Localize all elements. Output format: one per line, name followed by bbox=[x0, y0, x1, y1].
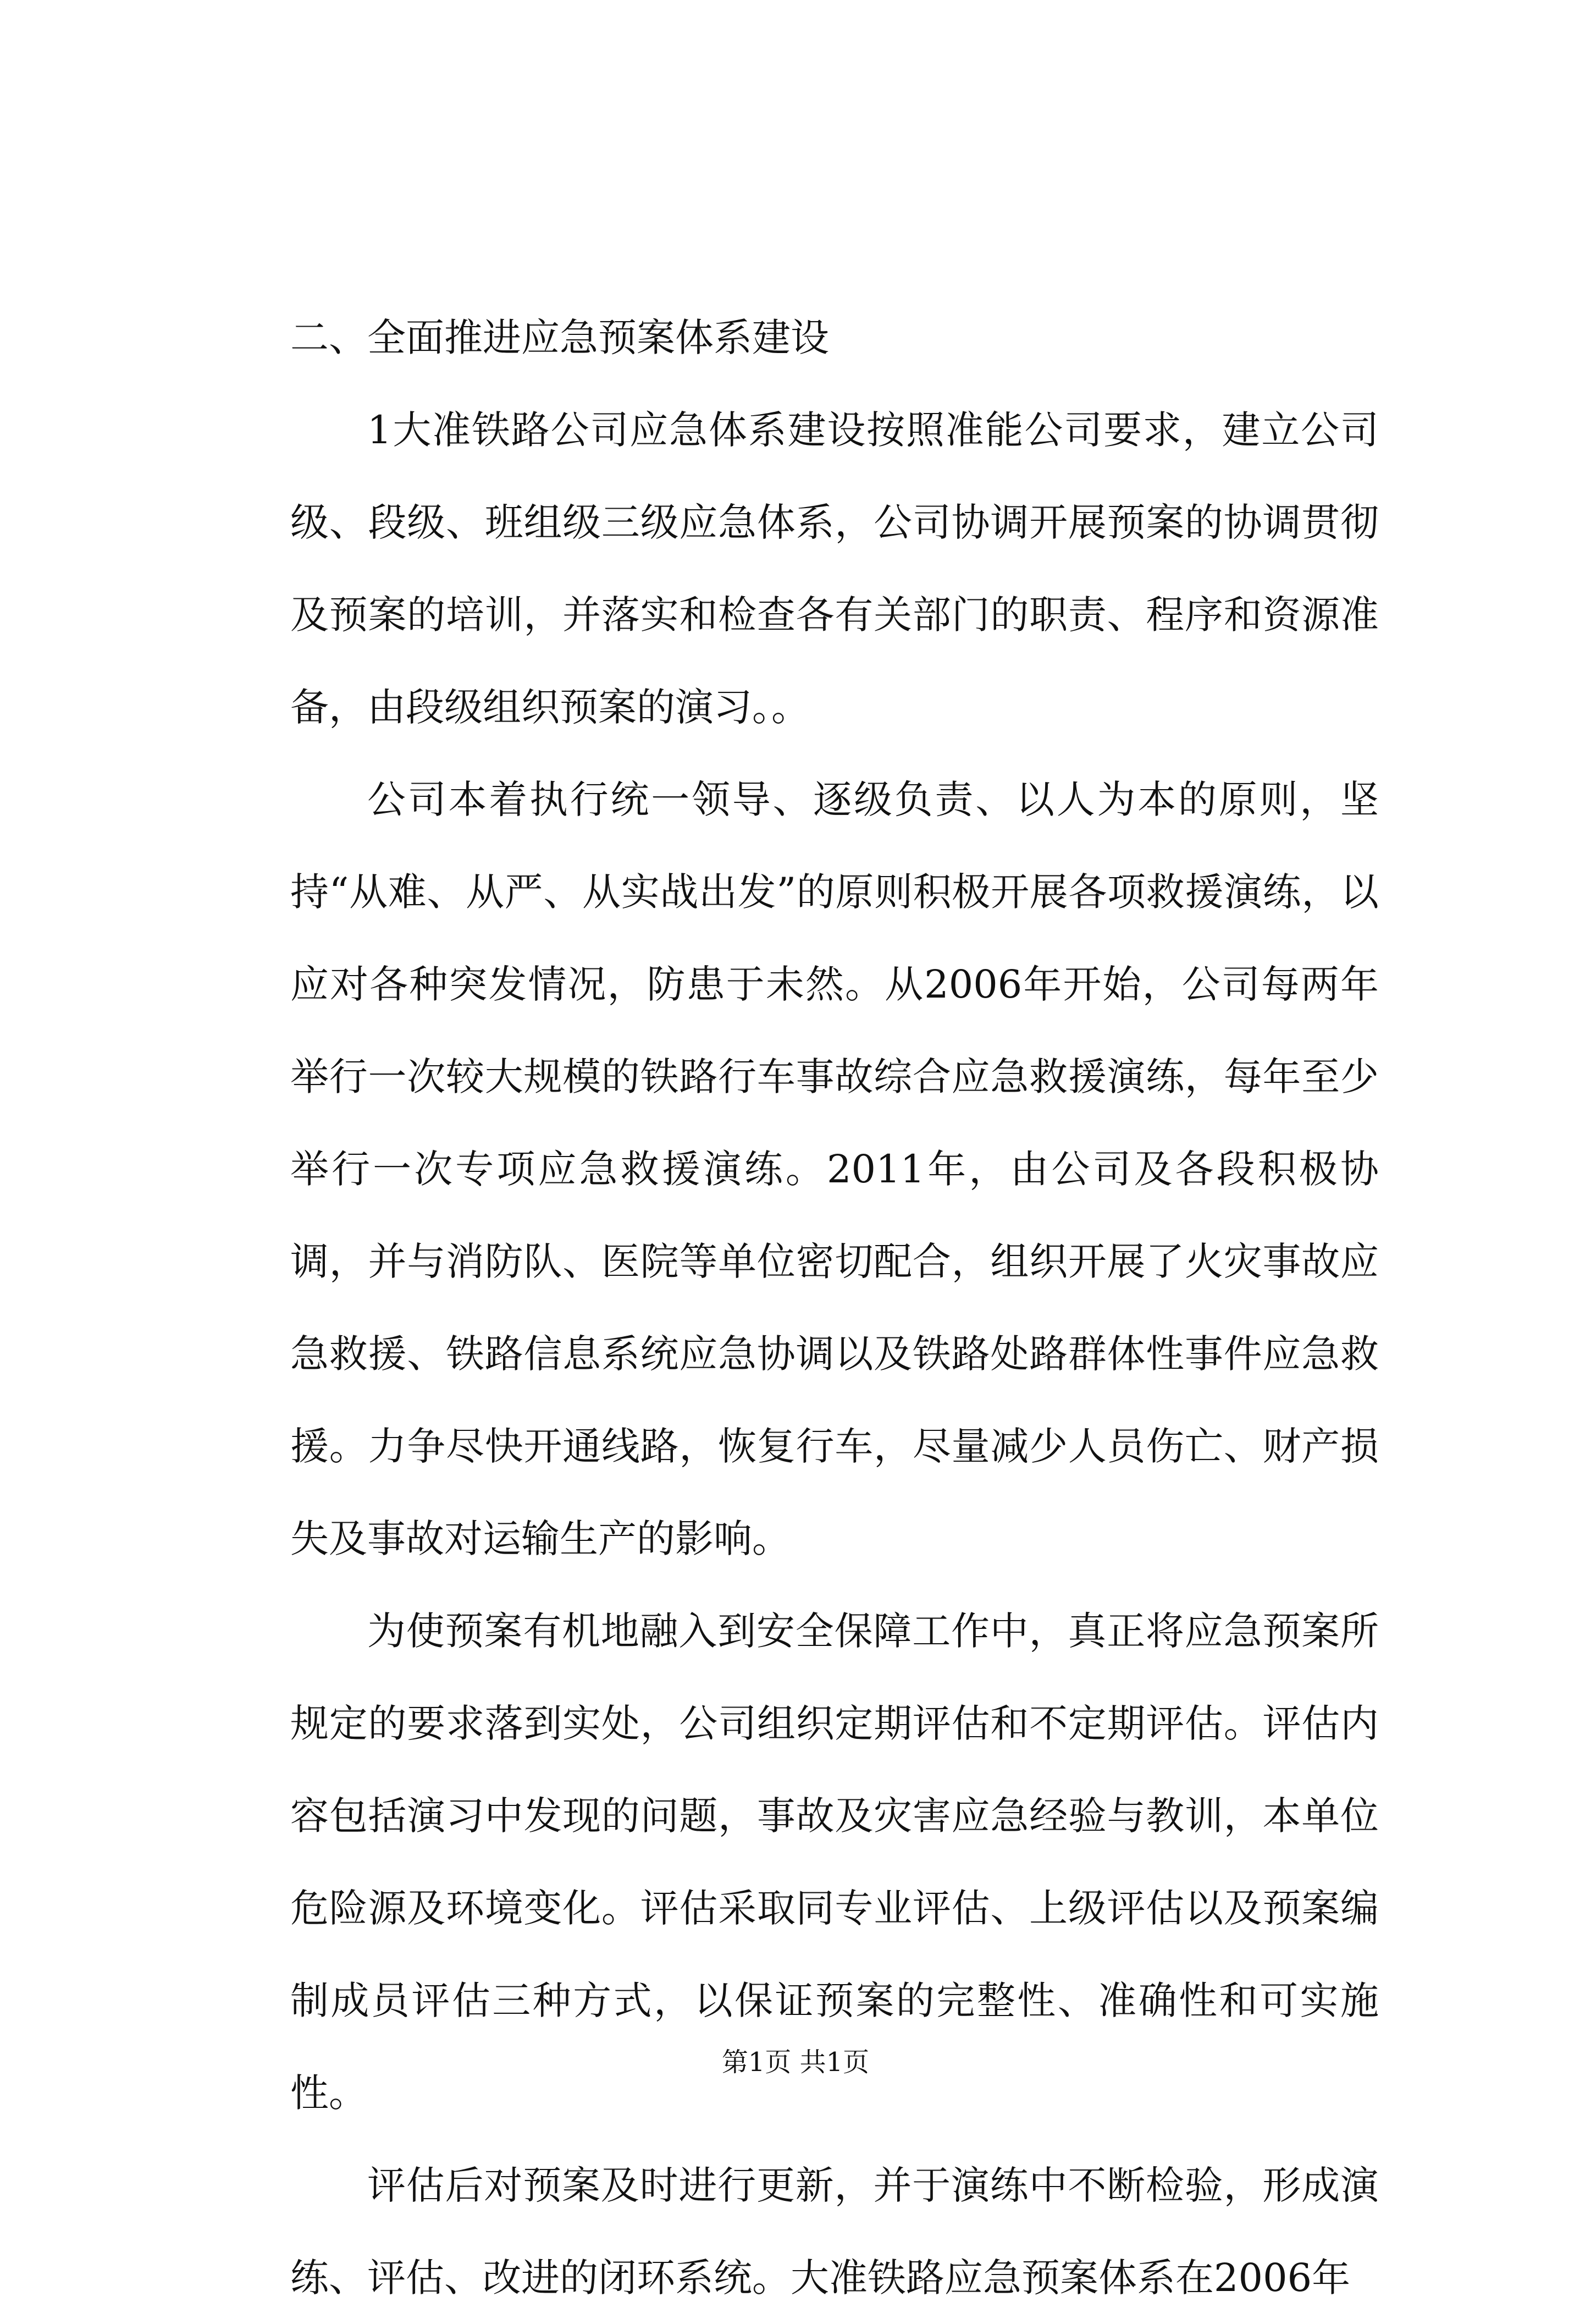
section-heading: 二、全面推进应急预案体系建设 bbox=[290, 315, 829, 360]
page-footer: 第1页 共1页 bbox=[721, 2047, 870, 2078]
paragraph-update: 评估后对预案及时进行更新，并于演练中不断检验，形成演练、评估、改进的闭环系统。大准铁路应急预案体系在2006年 bbox=[290, 2163, 1379, 2300]
paragraph-evaluation: 为使预案有机地融入到安全保障工作中，真正将应急预案所规定的要求落到实处，公司组织定期评估和不定期评估。评估内容包括演习中发现的问题，事故及灾害应急经验与教训，本单位危险源及环境变化。评估采取同专业评估、上级评估以及预案编制成员评估三种方式，以保证预案的完整性、准确性和可实施性。 bbox=[290, 1609, 1379, 2116]
paragraph-emergency-system: 1大准铁路公司应急体系建设按照准能公司要求，建立公司级、段级、班组级三级应急体系，公司协调开展预案的协调贯彻及预案的培训，并落实和检查各有关部门的职责、程序和资源准备，由段级组织预案的演习。。 bbox=[290, 407, 1379, 730]
paragraph-drills: 公司本着执行统一领导、逐级负责、以人为本的原则，坚持“从难、从严、从实战出发”的原则积极开展各项救援演练，以应对各种突发情况，防患于未然。从2006年开始，公司每两年举行一次较大规模的铁路行车事故综合应急救援演练，每年至少举行一次专项应急救援演练。2011年，由公司及各段积极协调，并与消防队、医院等单位密切配合，组织开展了火灾事故应急救援、铁路信息系统应急协调以及铁路处路群体性事件应急救援。力争尽快开通线路，恢复行车，尽量减少人员伤亡、财产损失及事故对运输生产的影响。 bbox=[290, 777, 1379, 1561]
document-body bbox=[290, 291, 1379, 2324]
